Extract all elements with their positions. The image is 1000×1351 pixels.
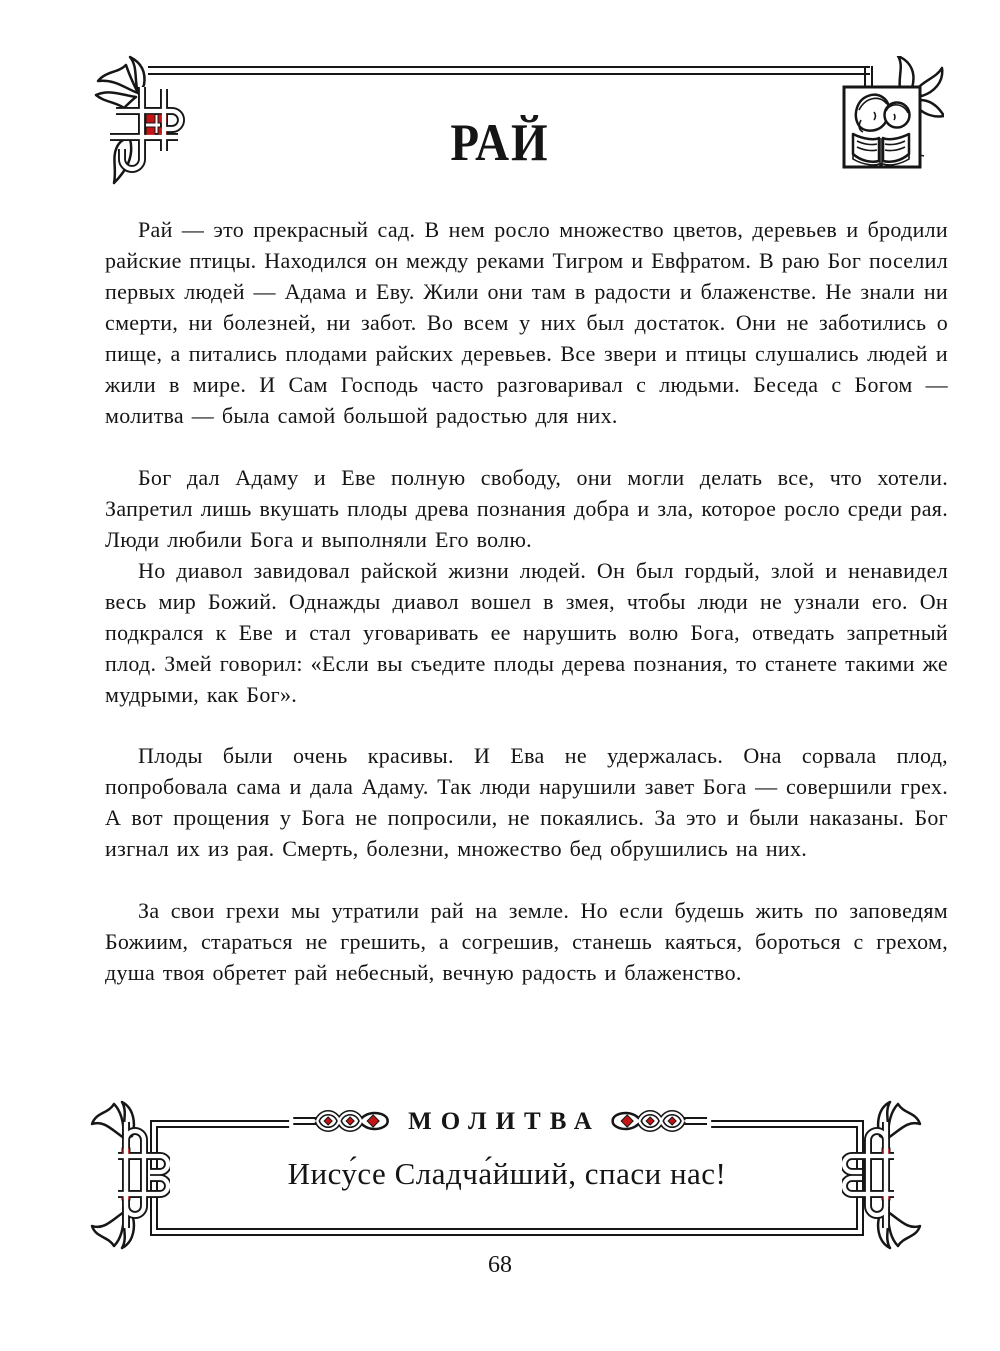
celtic-knot-top-left-icon bbox=[86, 55, 186, 187]
paragraph: Но диавол завидовал райской жизни людей. Он был гордый, злой и ненавидел весь мир Божий. Однажды диавол вошел в змея, чтобы люди не узнали его. Он подкрался к Еве и стал уговаривать ее нарушить волю Бога, отведать запретный плод. Змей говорил: «Если вы съедите плоды дерева познания, то станете такими же мудрыми, как Бог». bbox=[105, 558, 948, 707]
prayer-heading: МОЛИТВА bbox=[408, 1108, 601, 1135]
page-number: 68 bbox=[488, 1252, 512, 1278]
children-reading-book-icon bbox=[841, 84, 923, 170]
celtic-knot-bottom-right-icon bbox=[842, 1096, 924, 1254]
prayer-heading-band bbox=[289, 1100, 711, 1144]
paragraph: Рай — это прекрасный сад. В нем росло множество цветов, деревьев и бродили райские птицы. Находился он между реками Тигром и Евфратом. В раю Бог поселил первых людей — Адама и Еву. Жили они там в радости и блаженстве. Не знали ни смерти, ни болезней, ни забот. Во всем у них был достаток. Они не заботились о пище, а питались плодами райских деревьев. Все звери и птицы слушались людей и жили в мире. И Сам Господь часто разговаривал с людьми. Беседа с Богом — молитва — была самой большой радостью для них. bbox=[105, 217, 948, 428]
celtic-knot-bottom-left-icon bbox=[88, 1096, 170, 1254]
knot-flourish-right-icon bbox=[611, 1102, 707, 1142]
knot-flourish-left-icon bbox=[293, 1102, 389, 1142]
prayer-text: Иису́се Сладча́йший, спаси нас! bbox=[287, 1156, 727, 1191]
paragraph: За свои грехи мы утратили рай на земле. Но если будешь жить по заповедям Божиим, стараться не грешить, а согрешив, станешь каяться, бороться с грехом, душа твоя обретет рай небесный, вечную радость и блаженство. bbox=[105, 898, 948, 985]
top-double-rule bbox=[148, 66, 870, 75]
page-title: РАЙ bbox=[450, 113, 550, 173]
paragraph: Бог дал Адаму и Еве полную свободу, они могли делать все, что хотели. Запретил лишь вкушать плоды древа познания добра и зла, которое росло среди рая. Люди любили Бога и выполняли Его волю. bbox=[105, 465, 948, 552]
paragraph: Плоды были очень красивы. И Ева не удержалась. Она сорвала плод, попробовала сама и дала Адаму. Так люди нарушили завет Бога — совершили грех. А вот прощения у Бога не попросили, не покаялись. За это и были наказаны. Бог изгнал их из рая. Смерть, болезни, множество бед обрушились на них. bbox=[105, 743, 948, 861]
